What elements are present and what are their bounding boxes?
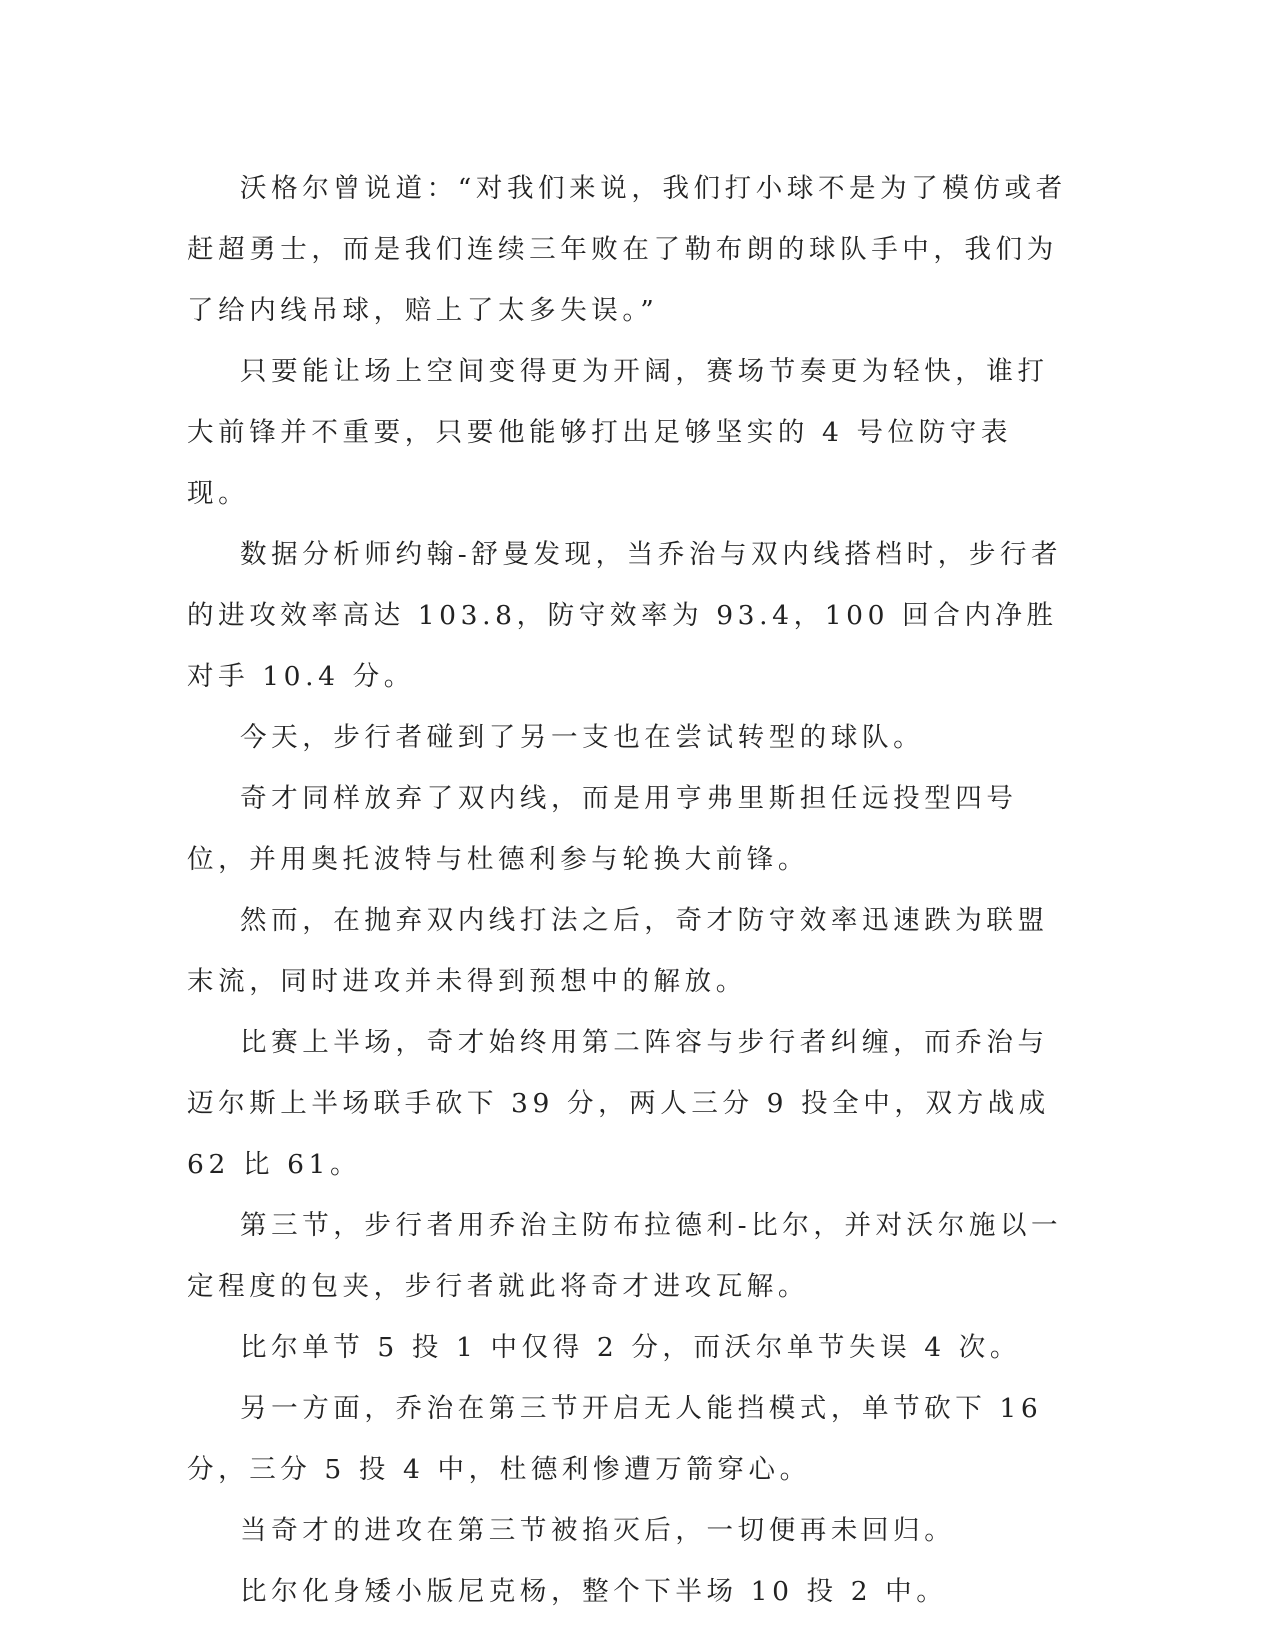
paragraph: 比尔化身矮小版尼克杨，整个下半场 10 投 2 中。 bbox=[240, 1576, 948, 1607]
article-body bbox=[187, 158, 1067, 1622]
paragraph: 另一方面，乔治在第三节开启无人能挡模式，单节砍下 16 分，三分 5 投 4 中，杜德利惨遭万箭穿心。 bbox=[187, 1393, 1043, 1485]
paragraph: 只要能让场上空间变得更为开阔，赛场节奏更为轻快，谁打大前锋并不重要，只要他能够打出足够坚实的 4 号位防守表现。 bbox=[187, 356, 1049, 509]
paragraph: 数据分析师约翰-舒曼发现，当乔治与双内线搭档时，步行者的进攻效率高达 103.8，防守效率为 93.4，100 回合内净胜对手 10.4 分。 bbox=[187, 539, 1063, 692]
paragraph: 第三节，步行者用乔治主防布拉德利-比尔，并对沃尔施以一定程度的包夹，步行者就此将奇才进攻瓦解。 bbox=[187, 1210, 1063, 1302]
paragraph: 比尔单节 5 投 1 中仅得 2 分，而沃尔单节失误 4 次。 bbox=[240, 1332, 1021, 1363]
paragraph: 当奇才的进攻在第三节被掐灭后，一切便再未回归。 bbox=[240, 1515, 956, 1546]
paragraph: 比赛上半场，奇才始终用第二阵容与步行者纠缠，而乔治与迈尔斯上半场联手砍下 39 分，两人三分 9 投全中，双方战成 62 比 61。 bbox=[187, 1027, 1050, 1180]
paragraph: 然而，在抛弃双内线打法之后，奇才防守效率迅速跌为联盟末流，同时进攻并未得到预想中的解放。 bbox=[187, 905, 1049, 997]
paragraph: 奇才同样放弃了双内线，而是用亨弗里斯担任远投型四号位，并用奥托波特与杜德利参与轮换大前锋。 bbox=[187, 783, 1018, 875]
paragraph: 今天，步行者碰到了另一支也在尝试转型的球队。 bbox=[240, 722, 925, 753]
paragraph: 沃格尔曾说道：“对我们来说，我们打小球不是为了模仿或者赶超勇士，而是我们连续三年败在了勒布朗的球队手中，我们为了给内线吊球，赔上了太多失误。” bbox=[187, 173, 1067, 326]
